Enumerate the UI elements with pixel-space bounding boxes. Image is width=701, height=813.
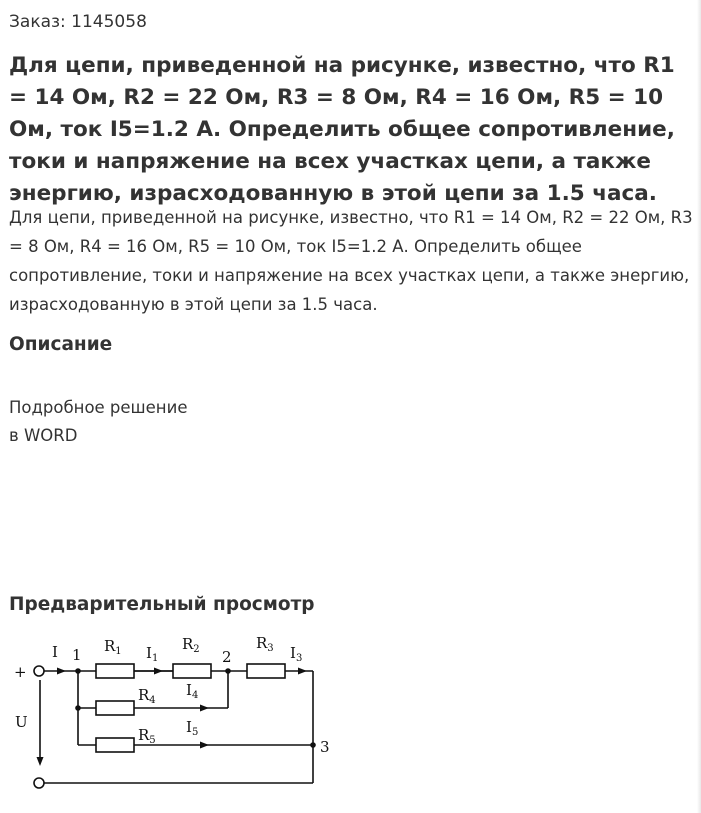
task-description: Для цепи, приведенной на рисунке, известно, что R1 = 14 Ом, R2 = 22 Ом, R3 = 8 Ом, R4 = 16 Ом, R5 = 10 Ом, ток I5=1.2 А. Определить общее сопротивление, токи и напряжение на всех участках цепи, а также энергию, израсходованную в этой цепи за 1.5 часа. xyxy=(9,208,693,314)
arrow-i1 xyxy=(154,668,163,675)
solution-note-line2: в WORD xyxy=(9,426,78,445)
node-left-dot xyxy=(75,705,81,711)
resistor-r4 xyxy=(96,701,134,715)
preview-heading: Предварительный просмотр xyxy=(9,594,315,615)
i1-label: $I_1$ xyxy=(146,644,159,664)
node-3-label: 3 xyxy=(320,738,330,756)
current-i-label: I xyxy=(52,643,58,661)
arrow-u xyxy=(37,757,44,766)
resistor-r3 xyxy=(247,664,285,678)
i3-label: $I_3$ xyxy=(290,644,303,664)
r5-label: $R_5$ xyxy=(138,726,156,746)
r1-label: $R_1$ xyxy=(104,637,122,657)
node-2-dot xyxy=(225,668,231,674)
terminal-plus xyxy=(34,666,44,676)
solution-note-line1: Подробное решение xyxy=(9,398,188,417)
page-edge xyxy=(697,0,701,813)
i4-label: $I_4$ xyxy=(186,681,199,701)
r2-label: $R_2$ xyxy=(182,635,200,655)
order-number: Заказ: 1145058 xyxy=(9,12,147,32)
resistor-r5 xyxy=(96,738,134,752)
voltage-label: U xyxy=(15,713,28,731)
circuit-diagram xyxy=(0,628,340,800)
description-heading: Описание xyxy=(9,334,113,355)
node-2-label: 2 xyxy=(222,648,232,666)
resistor-r2 xyxy=(173,664,211,678)
node-1-label: 1 xyxy=(72,646,82,664)
r4-label: $R_4$ xyxy=(138,686,156,706)
i5-label: $I_5$ xyxy=(186,718,199,738)
arrow-i3 xyxy=(298,668,307,675)
node-1-dot xyxy=(75,668,81,674)
node-3-dot xyxy=(310,742,316,748)
page-title: Для цепи, приведенной на рисунке, известно, что R1 = 14 Ом, R2 = 22 Ом, R3 = 8 Ом, R4 = 16 Ом, R5 = 10 Ом, ток I5=1.2 А. Определить общее сопротивление, токи и напряжение на всех участках цепи, а также энергию, израсходованную в этой цепи за 1.5 часа. xyxy=(9,53,675,206)
terminal-minus xyxy=(34,778,44,788)
arrow-i4 xyxy=(200,705,209,712)
arrow-i5 xyxy=(200,742,209,749)
plus-label: + xyxy=(14,663,27,681)
resistor-r1 xyxy=(96,664,134,678)
arrow-i xyxy=(57,668,66,675)
r3-label: $R_3$ xyxy=(256,634,274,654)
